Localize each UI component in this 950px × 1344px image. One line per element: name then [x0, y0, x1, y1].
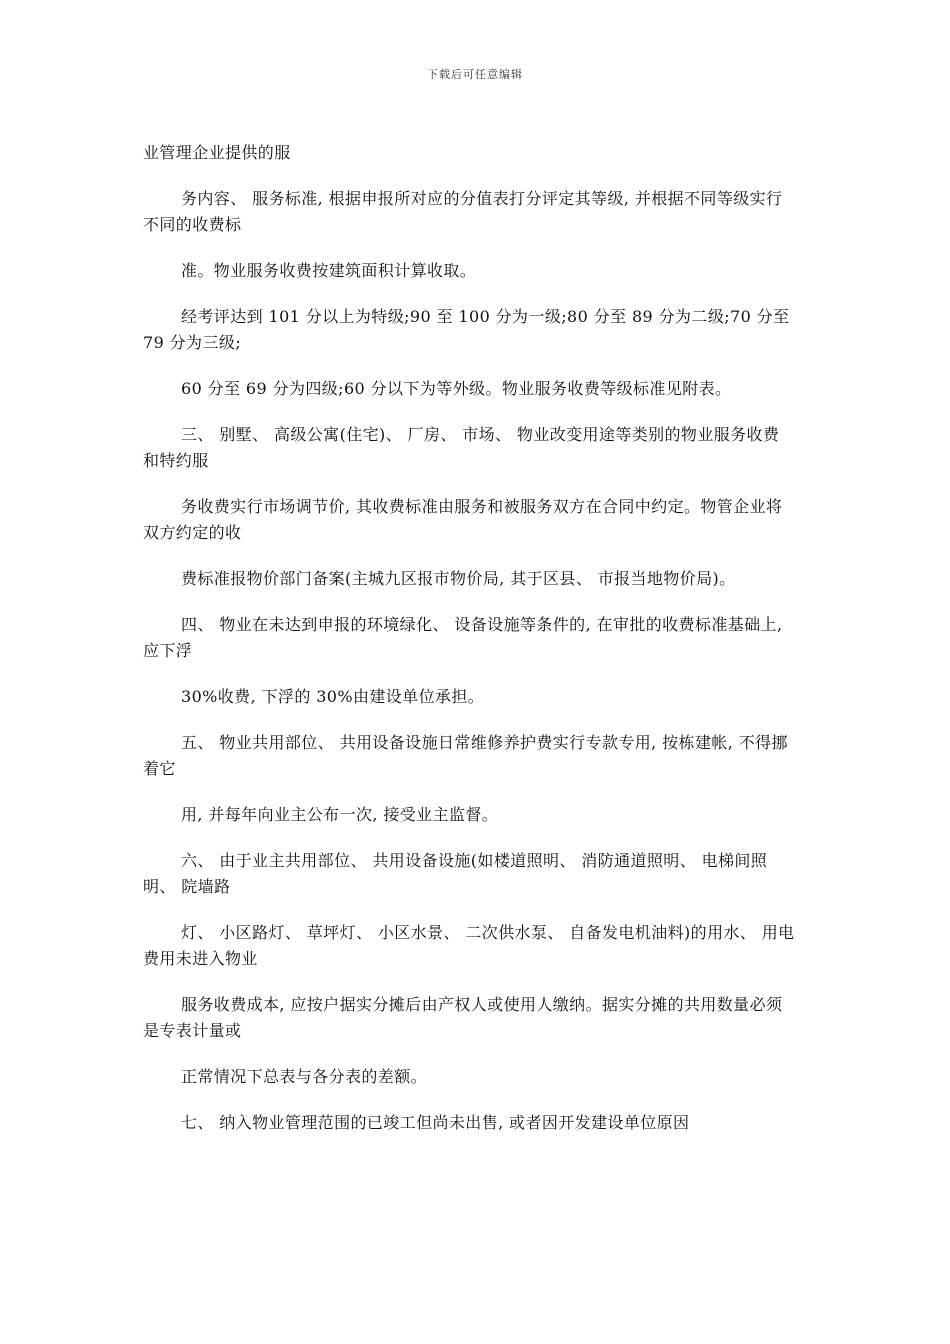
- paragraph: 七、 纳入物业管理范围的已竣工但尚未出售, 或者因开发建设单位原因: [181, 1113, 690, 1132]
- paragraph: 准。物业服务收费按建筑面积计算收取。: [181, 261, 477, 280]
- paragraph: 费标准报物价部门备案(主城九区报市物价局, 其于区县、 市报当地物价局)。: [181, 569, 736, 588]
- paragraph: 三、 别墅、 高级公寓(住宅)、 厂房、 市场、 物业改变用途等类别的物业服务收费和特约服: [143, 425, 780, 470]
- paragraph: 灯、 小区路灯、 草坪灯、 小区水景、 二次供水泵、 自备发电机油料)的用水、 用电费用未进入物业: [143, 923, 795, 968]
- paragraph: 务收费实行市场调节价, 其收费标准由服务和被服务双方在合同中约定。物管企业将双方约定的收: [143, 497, 783, 542]
- paragraph: 业管理企业提供的服: [143, 143, 291, 162]
- paragraph: 服务收费成本, 应按户据实分摊后由产权人或使用人缴纳。据实分摊的共用数量必须是专表计量或: [143, 995, 783, 1040]
- paragraph: 60 分至 69 分为四级;60 分以下为等外级。物业服务收费等级标准见附表。: [181, 379, 732, 398]
- paragraph: 30%收费, 下浮的 30%由建设单位承担。: [181, 687, 485, 706]
- paragraph: 用, 并每年向业主公布一次, 接受业主监督。: [181, 805, 499, 824]
- paragraph: 经考评达到 101 分以上为特级;90 至 100 分为一级;80 分至 89 分为二级;70 分至 79 分为三级;: [143, 307, 790, 352]
- paragraph: 六、 由于业主共用部位、 共用设备设施(如楼道照明、 消防通道照明、 电梯间照明、 院墙路: [143, 851, 768, 896]
- paragraph: 五、 物业共用部位、 共用设备设施日常维修养护费实行专款专用, 按栋建帐, 不得挪着它: [143, 733, 788, 778]
- paragraph: 务内容、 服务标准, 根据申报所对应的分值表打分评定其等级, 并根据不同等级实行不同的收费标: [143, 189, 783, 234]
- paragraph: 正常情况下总表与各分表的差额。: [181, 1067, 428, 1086]
- header-note: 下载后可任意编辑: [427, 68, 523, 81]
- document-body: [143, 140, 795, 1136]
- paragraph: 四、 物业在未达到申报的环境绿化、 设备设施等条件的, 在审批的收费标准基础上, 应下浮: [143, 615, 783, 660]
